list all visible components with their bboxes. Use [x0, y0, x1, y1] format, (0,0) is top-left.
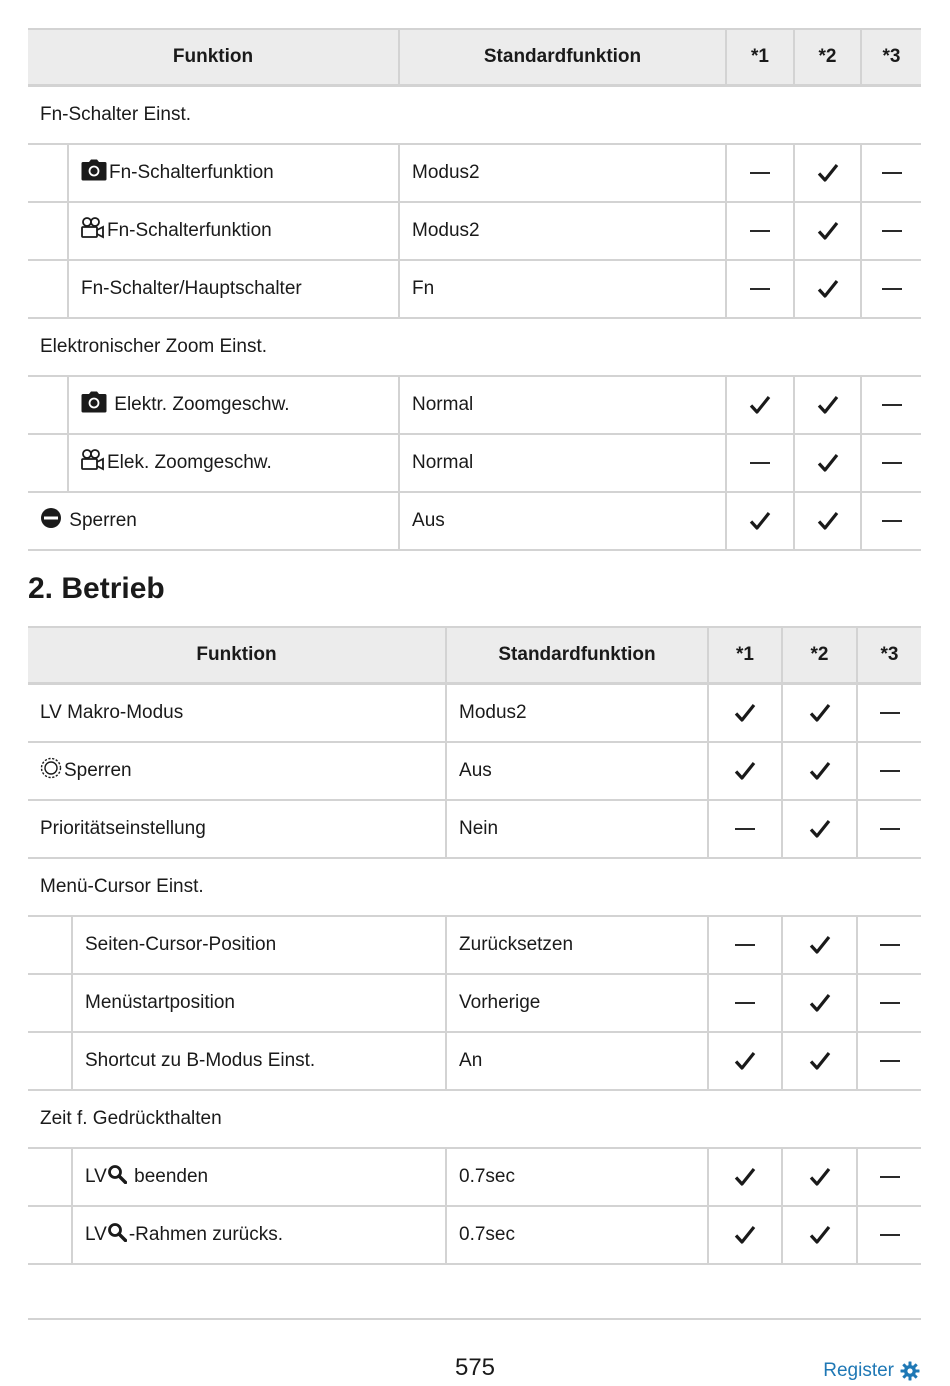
header-col-3: *3 — [857, 627, 921, 684]
header-standardfunktion: Standardfunktion — [399, 29, 726, 86]
header-col-2: *2 — [782, 627, 857, 684]
function-cell — [68, 202, 399, 260]
indent-cell — [28, 1206, 72, 1264]
default-value: Fn — [399, 260, 726, 318]
function-label: Prioritätseinstellung — [40, 818, 206, 839]
support-col-3 — [861, 492, 921, 550]
support-col-3 — [857, 1206, 921, 1264]
magnifier-icon — [107, 1222, 127, 1248]
default-value: Modus2 — [399, 202, 726, 260]
default-value: Aus — [446, 742, 708, 800]
support-col-2 — [782, 1206, 857, 1264]
dash-icon — [750, 230, 770, 232]
table-row — [28, 800, 921, 858]
check-icon — [816, 393, 840, 417]
support-col-1 — [726, 144, 794, 202]
default-value: Modus2 — [446, 684, 708, 743]
support-col-3 — [861, 202, 921, 260]
support-col-3 — [857, 1148, 921, 1206]
function-label: Seiten-Cursor-Position — [85, 934, 277, 955]
support-col-1 — [708, 974, 782, 1032]
check-icon — [808, 1165, 832, 1189]
support-col-1 — [726, 434, 794, 492]
default-value: Modus2 — [399, 144, 726, 202]
function-cell — [28, 800, 446, 858]
check-icon — [748, 393, 772, 417]
camera-icon — [81, 391, 107, 419]
dash-icon — [735, 944, 755, 946]
movie-camera-icon — [81, 217, 105, 245]
section-row — [28, 858, 921, 916]
function-label: -Rahmen zurücks. — [128, 1224, 284, 1246]
dash-icon — [750, 462, 770, 464]
function-label: Elektr. Zoomgeschw. — [109, 394, 290, 416]
lock-dial-icon — [40, 507, 62, 535]
support-col-1 — [708, 916, 782, 974]
function-cell — [72, 916, 446, 974]
function-cell — [28, 492, 399, 550]
table-row — [28, 144, 921, 202]
indent-cell — [28, 916, 72, 974]
camera-icon — [81, 159, 107, 187]
header-col-3: *3 — [861, 29, 921, 86]
support-col-1 — [708, 800, 782, 858]
function-cell — [72, 1032, 446, 1090]
function-cell — [28, 742, 446, 800]
dash-icon — [750, 288, 770, 290]
indent-cell — [28, 974, 72, 1032]
default-value: 0.7sec — [446, 1206, 708, 1264]
header-col-1: *1 — [708, 627, 782, 684]
indent-cell — [28, 376, 68, 434]
support-col-1 — [726, 260, 794, 318]
magnifier-icon — [107, 1164, 127, 1190]
table-row — [28, 434, 921, 492]
section-row — [28, 86, 921, 145]
table-row — [28, 1206, 921, 1264]
settings-table-2 — [28, 626, 921, 1265]
check-icon — [733, 1223, 757, 1247]
header-funktion: Funktion — [28, 627, 446, 684]
header-col-2: *2 — [794, 29, 861, 86]
default-value: Zurücksetzen — [446, 916, 708, 974]
table-row — [28, 1032, 921, 1090]
function-cell — [28, 684, 446, 743]
support-col-2 — [782, 800, 857, 858]
function-label: LV Makro-Modus — [40, 702, 184, 723]
dash-icon — [750, 172, 770, 174]
dash-icon — [882, 288, 902, 290]
table-row — [28, 202, 921, 260]
support-col-2 — [794, 144, 861, 202]
support-col-2 — [794, 376, 861, 434]
default-value: An — [446, 1032, 708, 1090]
check-icon — [733, 759, 757, 783]
footer-divider — [28, 1318, 921, 1320]
dash-icon — [880, 770, 900, 772]
dash-icon — [880, 1060, 900, 1062]
default-value: 0.7sec — [446, 1148, 708, 1206]
section-row — [28, 318, 921, 376]
settings-table-1 — [28, 28, 921, 551]
dash-icon — [880, 1002, 900, 1004]
function-label: Sperren — [64, 760, 132, 782]
support-col-3 — [861, 434, 921, 492]
dash-icon — [880, 828, 900, 830]
page-number: 575 — [454, 1354, 496, 1381]
support-col-3 — [857, 916, 921, 974]
function-cell — [68, 260, 399, 318]
support-col-2 — [794, 260, 861, 318]
header-funktion: Funktion — [28, 29, 399, 86]
support-col-3 — [861, 144, 921, 202]
default-value: Normal — [399, 376, 726, 434]
check-icon — [808, 817, 832, 841]
header-col-1: *1 — [726, 29, 794, 86]
support-col-1 — [708, 1206, 782, 1264]
support-col-2 — [782, 974, 857, 1032]
table-header-row — [28, 627, 921, 684]
function-cell — [68, 376, 399, 434]
check-icon — [816, 219, 840, 243]
dash-icon — [882, 462, 902, 464]
indent-cell — [28, 1148, 72, 1206]
indent-cell — [28, 202, 68, 260]
support-col-3 — [857, 684, 921, 743]
support-col-1 — [726, 202, 794, 260]
table-row — [28, 260, 921, 318]
default-value: Aus — [399, 492, 726, 550]
focus-ring-icon — [40, 757, 62, 785]
section-label: Menü-Cursor Einst. — [28, 858, 921, 916]
support-col-2 — [782, 742, 857, 800]
default-value: Vorherige — [446, 974, 708, 1032]
support-col-3 — [857, 1032, 921, 1090]
indent-cell — [28, 144, 68, 202]
check-icon — [816, 509, 840, 533]
function-label: Fn-Schalter/Hauptschalter — [81, 278, 302, 299]
check-icon — [816, 277, 840, 301]
support-col-1 — [726, 492, 794, 550]
check-icon — [808, 759, 832, 783]
support-col-2 — [782, 916, 857, 974]
function-label: Shortcut zu B-Modus Einst. — [85, 1050, 316, 1071]
dash-icon — [880, 1234, 900, 1236]
table-row — [28, 492, 921, 550]
table-row — [28, 974, 921, 1032]
section-row — [28, 1090, 921, 1148]
support-col-3 — [857, 974, 921, 1032]
support-col-3 — [857, 742, 921, 800]
table-row — [28, 1148, 921, 1206]
check-icon — [808, 701, 832, 725]
register-link[interactable] — [823, 1360, 920, 1382]
check-icon — [733, 1049, 757, 1073]
dash-icon — [882, 172, 902, 174]
function-label: Menüstartposition — [85, 992, 235, 1013]
section-title: 2. Betrieb — [28, 572, 165, 605]
check-icon — [816, 451, 840, 475]
dash-icon — [882, 230, 902, 232]
check-icon — [816, 161, 840, 185]
check-icon — [733, 701, 757, 725]
function-cell — [68, 434, 399, 492]
function-label: Sperren — [64, 510, 137, 532]
check-icon — [808, 991, 832, 1015]
register-label[interactable]: Register — [823, 1360, 894, 1381]
function-cell — [72, 1206, 446, 1264]
function-label: beenden — [128, 1166, 209, 1188]
check-icon — [808, 933, 832, 957]
default-value: Nein — [446, 800, 708, 858]
support-col-3 — [861, 260, 921, 318]
function-label: Fn-Schalterfunktion — [109, 162, 274, 184]
function-prefix: LV — [85, 1166, 107, 1188]
support-col-1 — [708, 1032, 782, 1090]
movie-camera-icon — [81, 449, 105, 477]
function-prefix: LV — [85, 1224, 107, 1246]
dash-icon — [880, 944, 900, 946]
support-col-2 — [794, 434, 861, 492]
support-col-3 — [861, 376, 921, 434]
section-label: Zeit f. Gedrückthalten — [28, 1090, 921, 1148]
function-cell — [72, 1148, 446, 1206]
indent-cell — [28, 434, 68, 492]
dash-icon — [735, 828, 755, 830]
function-cell — [72, 974, 446, 1032]
support-col-1 — [708, 684, 782, 743]
support-col-1 — [708, 742, 782, 800]
support-col-2 — [794, 202, 861, 260]
dash-icon — [880, 1176, 900, 1178]
table-row — [28, 376, 921, 434]
indent-cell — [28, 260, 68, 318]
support-col-2 — [782, 1148, 857, 1206]
function-label: Fn-Schalterfunktion — [107, 220, 272, 242]
support-col-1 — [726, 376, 794, 434]
support-col-1 — [708, 1148, 782, 1206]
section-label: Elektronischer Zoom Einst. — [28, 318, 921, 376]
default-value: Normal — [399, 434, 726, 492]
support-col-3 — [857, 800, 921, 858]
dash-icon — [882, 520, 902, 522]
function-label: Elek. Zoomgeschw. — [107, 452, 272, 474]
dash-icon — [882, 404, 902, 406]
check-icon — [733, 1165, 757, 1189]
gear-icon[interactable] — [900, 1361, 920, 1381]
header-standardfunktion: Standardfunktion — [446, 627, 708, 684]
support-col-2 — [794, 492, 861, 550]
indent-cell — [28, 1032, 72, 1090]
function-cell — [68, 144, 399, 202]
support-col-2 — [782, 684, 857, 743]
table-row — [28, 684, 921, 743]
table-row — [28, 742, 921, 800]
support-col-2 — [782, 1032, 857, 1090]
dash-icon — [735, 1002, 755, 1004]
check-icon — [808, 1049, 832, 1073]
dash-icon — [880, 712, 900, 714]
table-header-row — [28, 29, 921, 86]
check-icon — [748, 509, 772, 533]
section-label: Fn-Schalter Einst. — [28, 86, 921, 145]
check-icon — [808, 1223, 832, 1247]
table-row — [28, 916, 921, 974]
